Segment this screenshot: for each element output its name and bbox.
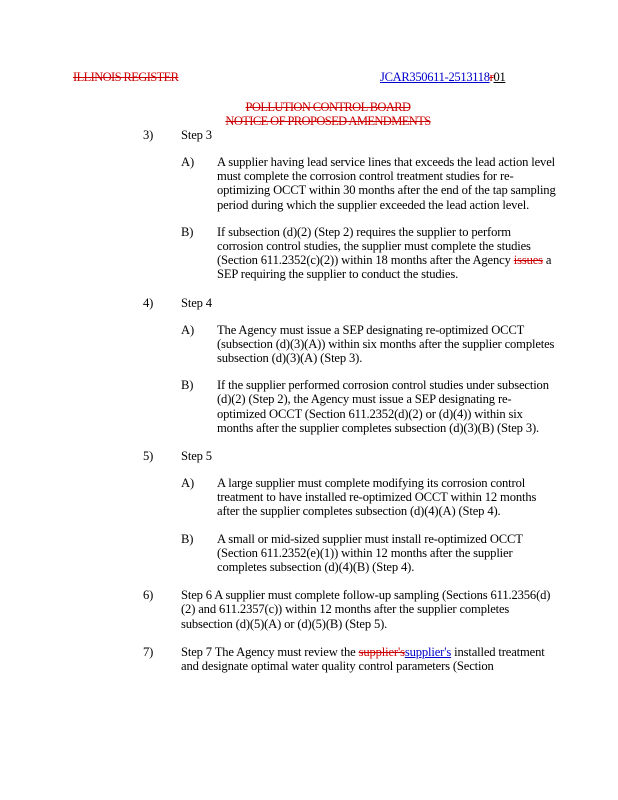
item-label: Step 5: [181, 449, 212, 464]
item-5: [0, 449, 618, 463]
item-number: 6): [143, 588, 154, 603]
item-number: 7): [143, 644, 154, 659]
item-number: 4): [143, 295, 154, 310]
subitem-4b: [0, 378, 618, 435]
item-7: [0, 645, 618, 673]
subitem-text: A supplier having lead service lines that exceeds the lead action level must complete the corrosion control treatment studies for re-optimizing OCCT within 30 months after the end of the tap sampling period during which the supplier exceeded the lead action level.: [217, 155, 556, 212]
item-6: [0, 588, 618, 631]
item-text: Step 7 The Agency must review the supplier'ssupplier's installed treatment and designate optimal water quality control parameters (Section: [181, 644, 545, 674]
item-label: Step 3: [181, 128, 212, 142]
subitem-5a: [0, 476, 618, 519]
subitem-text: A large supplier must complete modifying its corrosion control treatment to have installed re-optimized OCCT within 12 months after the supplier completes subsection (d)(4)(A) (Step 4).: [217, 476, 537, 519]
item-text: Step 6 A supplier must complete follow-up sampling (Sections 611.2356(d)(2) and 611.2357(c)) within 12 months after the supplier completes subsection (d)(5)(A) or (d)(5)(B) (Step 5).: [181, 588, 551, 631]
header-tail: 01: [493, 70, 506, 84]
subitem-number: A): [181, 322, 194, 337]
item-4: [0, 296, 618, 310]
item-number: 3): [143, 128, 154, 142]
subitem-number: A): [181, 155, 194, 169]
item-label: Step 4: [181, 295, 212, 310]
subitem-number: B): [181, 224, 194, 239]
subitem-text: If the supplier performed corrosion control studies under subsection (d)(2) (Step 2), the Agency must issue a SEP designating re-optimized OCCT (Section 611.2352(d)(2) or (d)(4)) within six months after the supplier completes subsection (d)(3)(B) (Step 3).: [217, 378, 549, 435]
subitem-text: The Agency must issue a SEP designating re-optimized OCCT (subsection (d)(3)(A)) within six months after the supplier completes subsection (d)(3)(A) (Step 3).: [217, 322, 555, 366]
subitem-text: If subsection (d)(2) (Step 2) requires the supplier to perform corrosion control studies, the supplier must complete the studies (Section 611.2352(c)(2)) within 18 months after the Agency issues a SEP requiring the supplier to conduct the studies.: [217, 224, 552, 282]
body-text: [0, 128, 618, 673]
subitem-3b: [0, 225, 618, 282]
header-left: ILLINOIS REGISTER: [73, 70, 179, 84]
subitem-number: A): [181, 476, 194, 491]
subitem-number: B): [181, 378, 194, 393]
subitem-number: B): [181, 531, 194, 546]
title-line-2: NOTICE OF PROPOSED AMENDMENTS: [225, 114, 431, 128]
subitem-3a: [0, 155, 618, 212]
header-struck: r: [489, 70, 494, 84]
item-3: [0, 128, 618, 142]
title-line-1: POLLUTION CONTROL BOARD: [245, 100, 411, 114]
subitem-text: A small or mid-sized supplier must install re-optimized OCCT (Section 611.2352(e)(1)) within 12 months after the supplier completes subsection (d)(4)(B) (Step 4).: [217, 531, 523, 575]
item-number: 5): [143, 449, 154, 464]
subitem-4a: [0, 323, 618, 366]
subitem-5b: [0, 532, 618, 575]
header-right: [380, 70, 505, 85]
header-docnum: JCAR350611-2513118: [380, 70, 490, 84]
